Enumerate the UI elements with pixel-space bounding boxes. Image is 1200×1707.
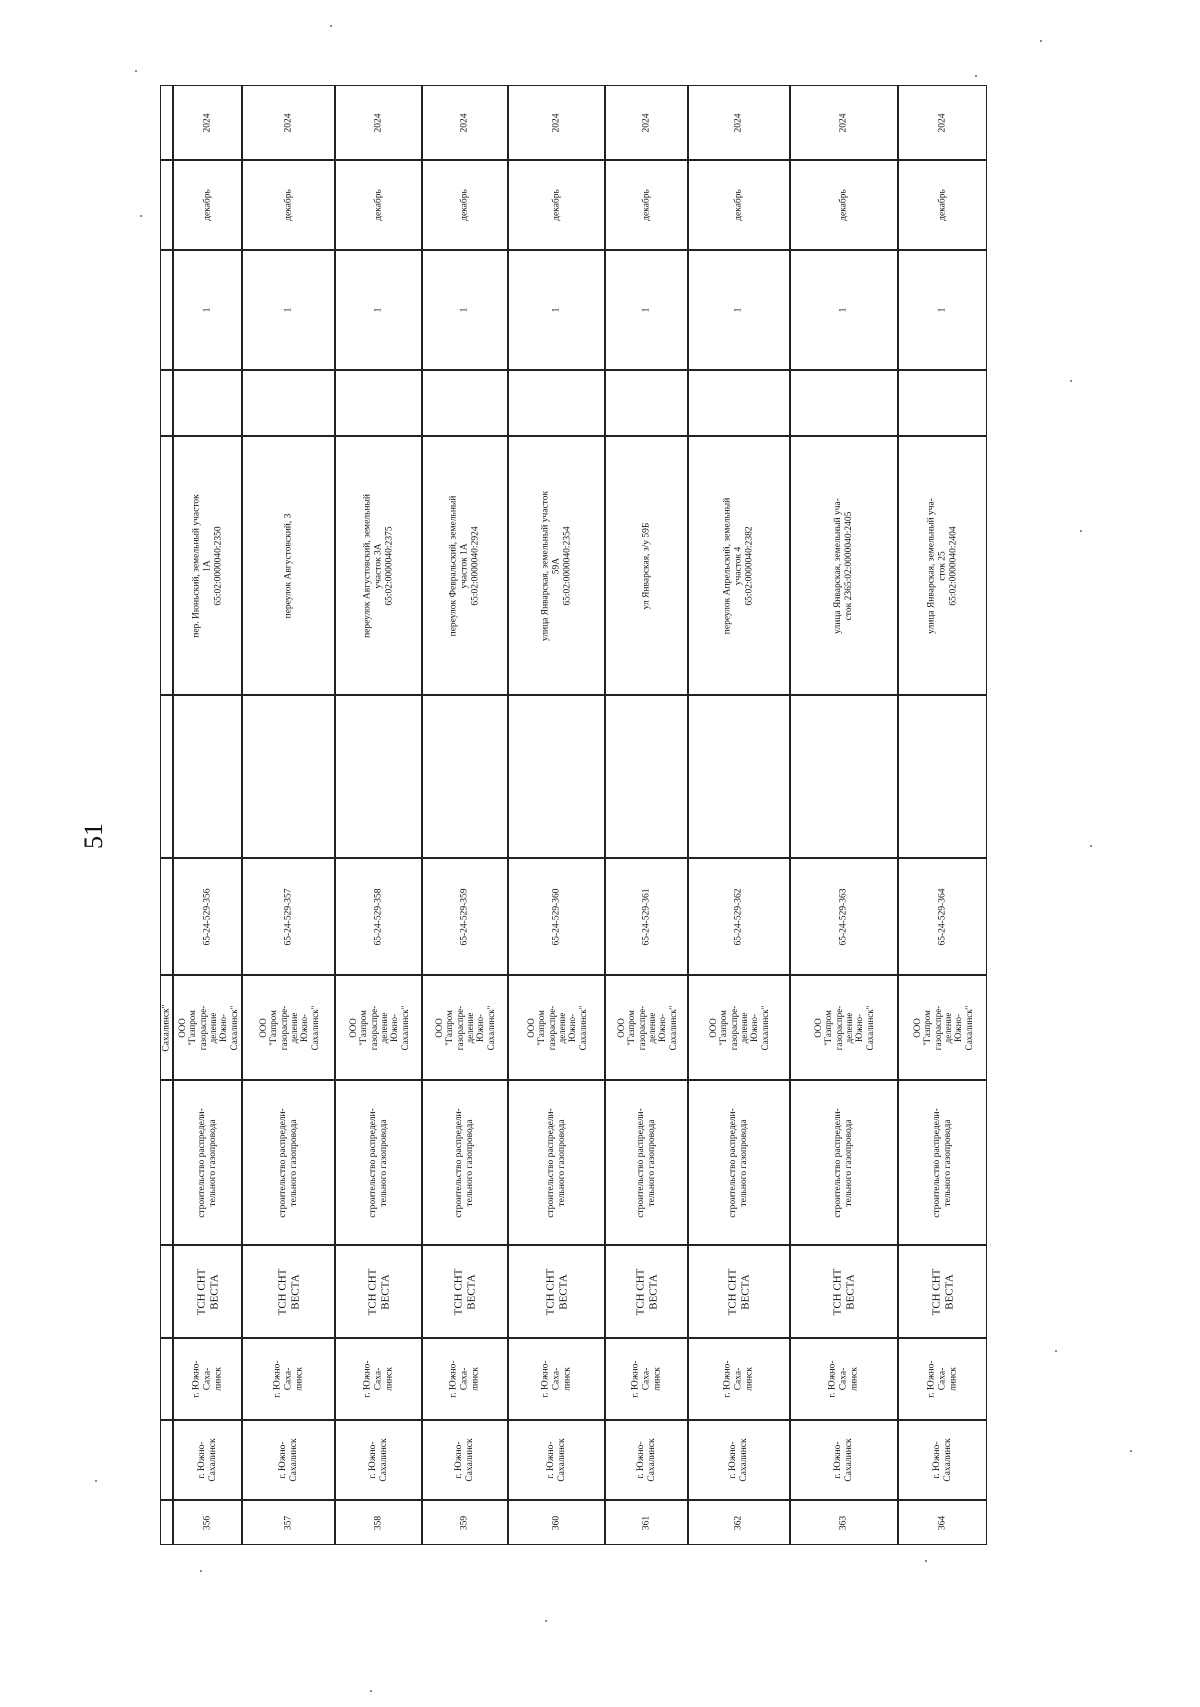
cell-year bbox=[422, 85, 508, 160]
cell-org bbox=[508, 1245, 605, 1338]
city-text: г. Южно- Сахалинск bbox=[545, 1438, 567, 1482]
cell-year bbox=[173, 85, 242, 160]
cell-code bbox=[242, 858, 335, 975]
cell-blank2 bbox=[242, 370, 335, 436]
cell-address bbox=[508, 436, 605, 695]
cell-num bbox=[335, 1500, 422, 1545]
cell-month bbox=[790, 160, 898, 250]
address-text: переулок Августовский, 3 bbox=[283, 513, 294, 618]
cell-address bbox=[605, 436, 688, 695]
cell-city bbox=[173, 1420, 242, 1500]
cell-year bbox=[335, 85, 422, 160]
cell-blank1 bbox=[508, 695, 605, 858]
cell-address bbox=[898, 436, 987, 695]
code-text: 65-24-529-357 bbox=[283, 888, 294, 945]
scan-speck bbox=[975, 75, 977, 77]
operator-text: ООО "Газпром газораспре- деление Южно- Сахалинск" bbox=[433, 1005, 496, 1050]
cell-org bbox=[898, 1245, 987, 1338]
cell-month bbox=[605, 160, 688, 250]
header-fragment: Сахалинск" bbox=[161, 1003, 172, 1052]
cell-num bbox=[688, 1500, 790, 1545]
cell-blank2 bbox=[422, 370, 508, 436]
work-text: строительство распредели- тельного газопровода bbox=[277, 1107, 299, 1218]
org-text: ТСН СНТ ВЕСТА bbox=[726, 1268, 751, 1315]
header-cell-code bbox=[160, 858, 173, 975]
count-text: 1 bbox=[641, 307, 652, 313]
cell-org bbox=[688, 1245, 790, 1338]
cell-year bbox=[790, 85, 898, 160]
header-cell-num bbox=[160, 1500, 173, 1545]
city-text: г. Южно- Сахалинск bbox=[367, 1438, 389, 1482]
cell-month bbox=[688, 160, 790, 250]
cell-month bbox=[898, 160, 987, 250]
cell-count bbox=[898, 250, 987, 370]
address-text: ул Январская, з/у 59Б bbox=[641, 522, 652, 609]
district-text: г. Южно- Саха- линск bbox=[722, 1360, 755, 1398]
count-text: 1 bbox=[373, 307, 384, 313]
district-text: г. Южно- Саха- линск bbox=[540, 1360, 572, 1398]
address-text: переулок Февральский, земельный участок 1А 65:02:0000040:2924 bbox=[448, 495, 481, 636]
cell-district bbox=[605, 1338, 688, 1420]
cell-address bbox=[242, 436, 335, 695]
month-text: декабрь bbox=[551, 189, 562, 221]
cell-month bbox=[173, 160, 242, 250]
month-text: декабрь bbox=[373, 189, 384, 221]
scan-speck bbox=[925, 1560, 927, 1562]
cell-code bbox=[605, 858, 688, 975]
year-text: 2024 bbox=[937, 113, 948, 132]
header-cell-operator bbox=[160, 975, 173, 1080]
cell-address bbox=[688, 436, 790, 695]
code-text: 65-24-529-363 bbox=[838, 888, 849, 945]
code-text: 65-24-529-358 bbox=[373, 888, 384, 945]
cell-num bbox=[422, 1500, 508, 1545]
work-text: строительство распредели- тельного газопровода bbox=[454, 1107, 475, 1218]
scan-speck bbox=[330, 25, 332, 27]
cell-blank1 bbox=[173, 695, 242, 858]
operator-text: ООО "Газпром газораспре- деление Южно- Сахалинск" bbox=[176, 1005, 239, 1050]
district-text: г. Южно- Саха- линск bbox=[448, 1360, 481, 1398]
year-text: 2024 bbox=[551, 113, 562, 132]
cell-operator bbox=[173, 975, 242, 1080]
cell-city bbox=[898, 1420, 987, 1500]
cell-district bbox=[422, 1338, 508, 1420]
cell-blank1 bbox=[242, 695, 335, 858]
cell-code bbox=[790, 858, 898, 975]
cell-district bbox=[335, 1338, 422, 1420]
cell-operator bbox=[605, 975, 688, 1080]
cell-count bbox=[508, 250, 605, 370]
count-text: 1 bbox=[551, 307, 562, 313]
cell-count bbox=[790, 250, 898, 370]
cell-code bbox=[422, 858, 508, 975]
cell-count bbox=[242, 250, 335, 370]
cell-city bbox=[242, 1420, 335, 1500]
cell-blank2 bbox=[898, 370, 987, 436]
operator-text: ООО "Газпром газораспре- деление Южно- Сахалинск" bbox=[525, 1005, 588, 1050]
year-text: 2024 bbox=[838, 113, 849, 132]
scan-speck bbox=[200, 1570, 202, 1572]
cell-work bbox=[173, 1080, 242, 1245]
cell-district bbox=[898, 1338, 987, 1420]
scan-speck bbox=[1055, 1350, 1057, 1352]
num-text: 358 bbox=[373, 1515, 384, 1530]
cell-city bbox=[605, 1420, 688, 1500]
work-text: строительство распредели- тельного газопровода bbox=[931, 1107, 953, 1218]
cell-year bbox=[508, 85, 605, 160]
scan-speck bbox=[1130, 1450, 1132, 1452]
address-text: переулок Августовский, земельный участок 3А 65:02:0000040:2375 bbox=[362, 493, 394, 638]
cell-blank1 bbox=[422, 695, 508, 858]
cell-blank2 bbox=[508, 370, 605, 436]
cell-num bbox=[605, 1500, 688, 1545]
address-text: переулок Апрельский, земельный участок 4 65:02:0000040:2382 bbox=[722, 497, 755, 634]
cell-address bbox=[173, 436, 242, 695]
cell-district bbox=[242, 1338, 335, 1420]
count-text: 1 bbox=[202, 307, 213, 313]
cell-count bbox=[173, 250, 242, 370]
cell-org bbox=[173, 1245, 242, 1338]
work-text: строительство распредели- тельного газопровода bbox=[545, 1107, 567, 1218]
district-text: г. Южно- Саха- линск bbox=[191, 1360, 223, 1398]
scan-speck bbox=[95, 1480, 97, 1482]
count-text: 1 bbox=[283, 307, 294, 313]
count-text: 1 bbox=[459, 307, 470, 313]
header-cell-blank2 bbox=[160, 370, 173, 436]
cell-blank2 bbox=[173, 370, 242, 436]
cell-district bbox=[173, 1338, 242, 1420]
cell-num bbox=[508, 1500, 605, 1545]
header-cell-district bbox=[160, 1338, 173, 1420]
code-text: 65-24-529-360 bbox=[551, 888, 562, 945]
num-text: 363 bbox=[838, 1515, 849, 1530]
scan-speck bbox=[1070, 380, 1072, 382]
cell-num bbox=[790, 1500, 898, 1545]
num-text: 361 bbox=[641, 1515, 652, 1530]
header-cell-count bbox=[160, 250, 173, 370]
cell-district bbox=[790, 1338, 898, 1420]
operator-text: ООО "Газпром газораспре- деление Южно- Сахалинск" bbox=[257, 1005, 320, 1050]
cell-work bbox=[335, 1080, 422, 1245]
cell-city bbox=[422, 1420, 508, 1500]
count-text: 1 bbox=[937, 307, 948, 313]
org-text: ТСН СНТ ВЕСТА bbox=[929, 1268, 955, 1315]
cell-org bbox=[605, 1245, 688, 1338]
cell-org bbox=[335, 1245, 422, 1338]
cell-count bbox=[605, 250, 688, 370]
scan-speck bbox=[135, 70, 137, 72]
address-text: улица Январская, земельный участок 59А 65:02:0000040:2354 bbox=[540, 490, 572, 641]
cell-city bbox=[335, 1420, 422, 1500]
work-text: строительство распредели- тельного газопровода bbox=[635, 1107, 657, 1218]
header-cell-year bbox=[160, 85, 173, 160]
cell-code bbox=[173, 858, 242, 975]
cell-blank1 bbox=[335, 695, 422, 858]
city-text: г. Южно- Сахалинск bbox=[635, 1438, 657, 1482]
address-text: пер. Июньский, земельный участок 1А 65:02:0000040:2350 bbox=[191, 493, 223, 638]
num-text: 364 bbox=[937, 1515, 948, 1530]
cell-blank2 bbox=[688, 370, 790, 436]
num-text: 360 bbox=[551, 1515, 562, 1530]
cell-work bbox=[508, 1080, 605, 1245]
num-text: 357 bbox=[283, 1515, 294, 1530]
cell-operator bbox=[688, 975, 790, 1080]
district-text: г. Южно- Саха- линск bbox=[926, 1360, 958, 1398]
cell-blank1 bbox=[605, 695, 688, 858]
cell-count bbox=[422, 250, 508, 370]
cell-city bbox=[790, 1420, 898, 1500]
header-cell-month bbox=[160, 160, 173, 250]
cell-month bbox=[242, 160, 335, 250]
org-text: ТСН СНТ ВЕСТА bbox=[275, 1268, 301, 1315]
cell-num bbox=[173, 1500, 242, 1545]
district-text: г. Южно- Саха- линск bbox=[827, 1360, 860, 1398]
scan-speck bbox=[1080, 530, 1082, 532]
cell-blank2 bbox=[605, 370, 688, 436]
page-number: 51 bbox=[79, 823, 108, 849]
cell-district bbox=[688, 1338, 790, 1420]
cell-city bbox=[688, 1420, 790, 1500]
city-text: г. Южно- Сахалинск bbox=[728, 1438, 749, 1482]
cell-city bbox=[508, 1420, 605, 1500]
org-text: ТСН СНТ ВЕСТА bbox=[452, 1268, 477, 1315]
city-text: г. Южно- Сахалинск bbox=[454, 1438, 475, 1482]
org-text: ТСН СНТ ВЕСТА bbox=[194, 1268, 220, 1315]
cell-address bbox=[790, 436, 898, 695]
district-text: г. Южно- Саха- линск bbox=[272, 1360, 304, 1398]
cell-district bbox=[508, 1338, 605, 1420]
month-text: декабрь bbox=[641, 189, 652, 221]
cell-code bbox=[898, 858, 987, 975]
code-text: 65-24-529-356 bbox=[202, 888, 213, 945]
year-text: 2024 bbox=[373, 113, 384, 132]
cell-operator bbox=[898, 975, 987, 1080]
cell-address bbox=[335, 436, 422, 695]
cell-blank2 bbox=[790, 370, 898, 436]
city-text: г. Южно- Сахалинск bbox=[277, 1438, 299, 1482]
cell-operator bbox=[422, 975, 508, 1080]
cell-org bbox=[422, 1245, 508, 1338]
city-text: г. Южно- Сахалинск bbox=[833, 1438, 854, 1482]
code-text: 65-24-529-364 bbox=[937, 888, 948, 945]
cell-month bbox=[508, 160, 605, 250]
scan-speck bbox=[1090, 845, 1092, 847]
cell-year bbox=[242, 85, 335, 160]
code-text: 65-24-529-359 bbox=[459, 888, 470, 945]
header-cell-work bbox=[160, 1080, 173, 1245]
cell-num bbox=[242, 1500, 335, 1545]
cell-blank1 bbox=[790, 695, 898, 858]
cell-operator bbox=[790, 975, 898, 1080]
cell-operator bbox=[508, 975, 605, 1080]
scan-speck bbox=[545, 1620, 547, 1622]
cell-work bbox=[242, 1080, 335, 1245]
header-cell-org bbox=[160, 1245, 173, 1338]
cell-month bbox=[422, 160, 508, 250]
cell-work bbox=[422, 1080, 508, 1245]
work-text: строительство распредели- тельного газопровода bbox=[728, 1107, 749, 1218]
cell-code bbox=[335, 858, 422, 975]
count-text: 1 bbox=[733, 307, 744, 313]
work-text: строительство распредели- тельного газопровода bbox=[833, 1107, 854, 1218]
cell-count bbox=[335, 250, 422, 370]
scan-speck bbox=[140, 215, 142, 217]
cell-work bbox=[898, 1080, 987, 1245]
org-text: ТСН СНТ ВЕСТА bbox=[543, 1268, 569, 1315]
month-text: декабрь bbox=[459, 189, 470, 221]
cell-work bbox=[688, 1080, 790, 1245]
operator-text: ООО "Газпром газораспре- деление Южно- Сахалинск" bbox=[347, 1005, 410, 1050]
cell-blank1 bbox=[688, 695, 790, 858]
cell-month bbox=[335, 160, 422, 250]
cell-operator bbox=[242, 975, 335, 1080]
year-text: 2024 bbox=[459, 113, 470, 132]
cell-address bbox=[422, 436, 508, 695]
work-text: строительство распредели- тельного газопровода bbox=[196, 1107, 218, 1218]
cell-work bbox=[605, 1080, 688, 1245]
district-text: г. Южно- Саха- линск bbox=[630, 1360, 662, 1398]
address-text: улица Январская, земельный уча- сток 25 65:02:0000040:2404 bbox=[926, 497, 958, 634]
cell-count bbox=[688, 250, 790, 370]
cell-blank1 bbox=[898, 695, 987, 858]
month-text: декабрь bbox=[283, 189, 294, 221]
year-text: 2024 bbox=[641, 113, 652, 132]
scan-speck bbox=[1040, 40, 1042, 42]
cell-code bbox=[688, 858, 790, 975]
header-cell-city bbox=[160, 1420, 173, 1500]
cell-work bbox=[790, 1080, 898, 1245]
district-text: г. Южно- Саха- линск bbox=[362, 1360, 394, 1398]
cell-org bbox=[790, 1245, 898, 1338]
address-text: улица Январская, земельный уча- сток 2365:02:0000040:2405 bbox=[833, 497, 854, 634]
scan-speck bbox=[370, 1690, 372, 1692]
month-text: декабрь bbox=[838, 189, 849, 221]
num-text: 359 bbox=[459, 1515, 470, 1530]
code-text: 65-24-529-361 bbox=[641, 888, 652, 945]
cell-operator bbox=[335, 975, 422, 1080]
month-text: декабрь bbox=[733, 189, 744, 221]
org-text: ТСН СНТ ВЕСТА bbox=[831, 1268, 856, 1315]
city-text: г. Южно- Сахалинск bbox=[931, 1438, 953, 1482]
month-text: декабрь bbox=[202, 189, 213, 221]
cell-code bbox=[508, 858, 605, 975]
year-text: 2024 bbox=[202, 113, 213, 132]
cell-year bbox=[688, 85, 790, 160]
org-text: ТСН СНТ ВЕСТА bbox=[365, 1268, 391, 1315]
code-text: 65-24-529-362 bbox=[733, 888, 744, 945]
cell-year bbox=[898, 85, 987, 160]
header-cell-blank1 bbox=[160, 695, 173, 858]
org-text: ТСН СНТ ВЕСТА bbox=[633, 1268, 659, 1315]
cell-org bbox=[242, 1245, 335, 1338]
operator-text: ООО "Газпром газораспре- деление Южно- Сахалинск" bbox=[707, 1005, 770, 1050]
operator-text: ООО "Газпром газораспре- деление Южно- Сахалинск" bbox=[911, 1005, 974, 1050]
operator-text: ООО "Газпром газораспре- деление Южно- Сахалинск" bbox=[615, 1005, 678, 1050]
month-text: декабрь bbox=[937, 189, 948, 221]
cell-num bbox=[898, 1500, 987, 1545]
operator-text: ООО "Газпром газораспре- деление Южно- Сахалинск" bbox=[812, 1005, 875, 1050]
count-text: 1 bbox=[838, 307, 849, 313]
year-text: 2024 bbox=[733, 113, 744, 132]
work-text: строительство распредели- тельного газопровода bbox=[367, 1107, 389, 1218]
header-cell-address bbox=[160, 436, 173, 695]
city-text: г. Южно- Сахалинск bbox=[196, 1438, 218, 1482]
year-text: 2024 bbox=[283, 113, 294, 132]
cell-blank2 bbox=[335, 370, 422, 436]
cell-year bbox=[605, 85, 688, 160]
num-text: 362 bbox=[733, 1515, 744, 1530]
num-text: 356 bbox=[202, 1515, 213, 1530]
